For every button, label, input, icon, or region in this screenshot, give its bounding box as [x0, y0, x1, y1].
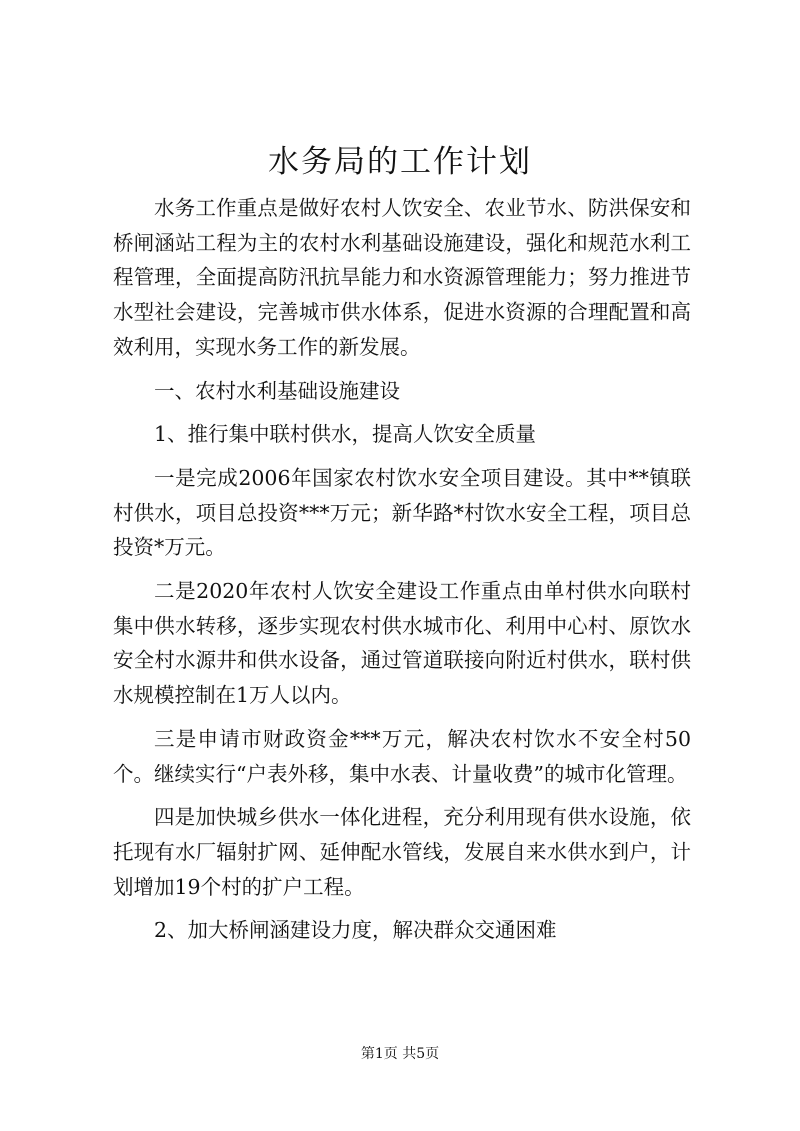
- subsection-heading-bridge-culvert: 2、加大桥闸涵建设力度，解决群众交通困难: [154, 918, 557, 943]
- paragraph-item-three: 三是申请市财政资金***万元，解决农村饮水不安全村50个。继续实行“户表外移，集中水表、计量收费”的城市化管理。: [113, 726, 691, 786]
- paragraph-intro: 水务工作重点是做好农村人饮安全、农业节水、防洪保安和桥闸涵站工程为主的农村水利基础设施建设，强化和规范水利工程管理，全面提高防汛抗旱能力和水资源管理能力；努力推进节水型社会建设，完善城市供水体系，促进水资源的合理配置和高效利用，实现水务工作的新发展。: [113, 196, 691, 359]
- paragraph-item-two: 二是2020年农村人饮安全建设工作重点由单村供水向联村集中供水转移，逐步实现农村供水城市化、利用中心村、原饮水安全村水源井和供水设备，通过管道联接向附近村供水，联村供水规模控制在1万人以内。: [113, 579, 691, 708]
- page-number-footer: 第1页 共5页: [360, 1046, 440, 1062]
- document-body: [113, 191, 691, 957]
- paragraph-item-one: 一是完成2006年国家农村饮水安全项目建设。其中**镇联村供水，项目总投资***万元；新华路*村饮水安全工程，项目总投资*万元。: [113, 465, 691, 560]
- document-title: 水务局的工作计划: [268, 144, 532, 180]
- section-heading-rural-water: 一、农村水利基础设施建设: [154, 378, 400, 403]
- subsection-heading-joint-village-supply: 1、推行集中联村供水，提高人饮安全质量: [154, 422, 537, 447]
- paragraph-item-four: 四是加快城乡供水一体化进程，充分利用现有供水设施，依托现有水厂辐射扩网、延伸配水管线，发展自来水供水到户，计划增加19个村的扩户工程。: [113, 805, 691, 899]
